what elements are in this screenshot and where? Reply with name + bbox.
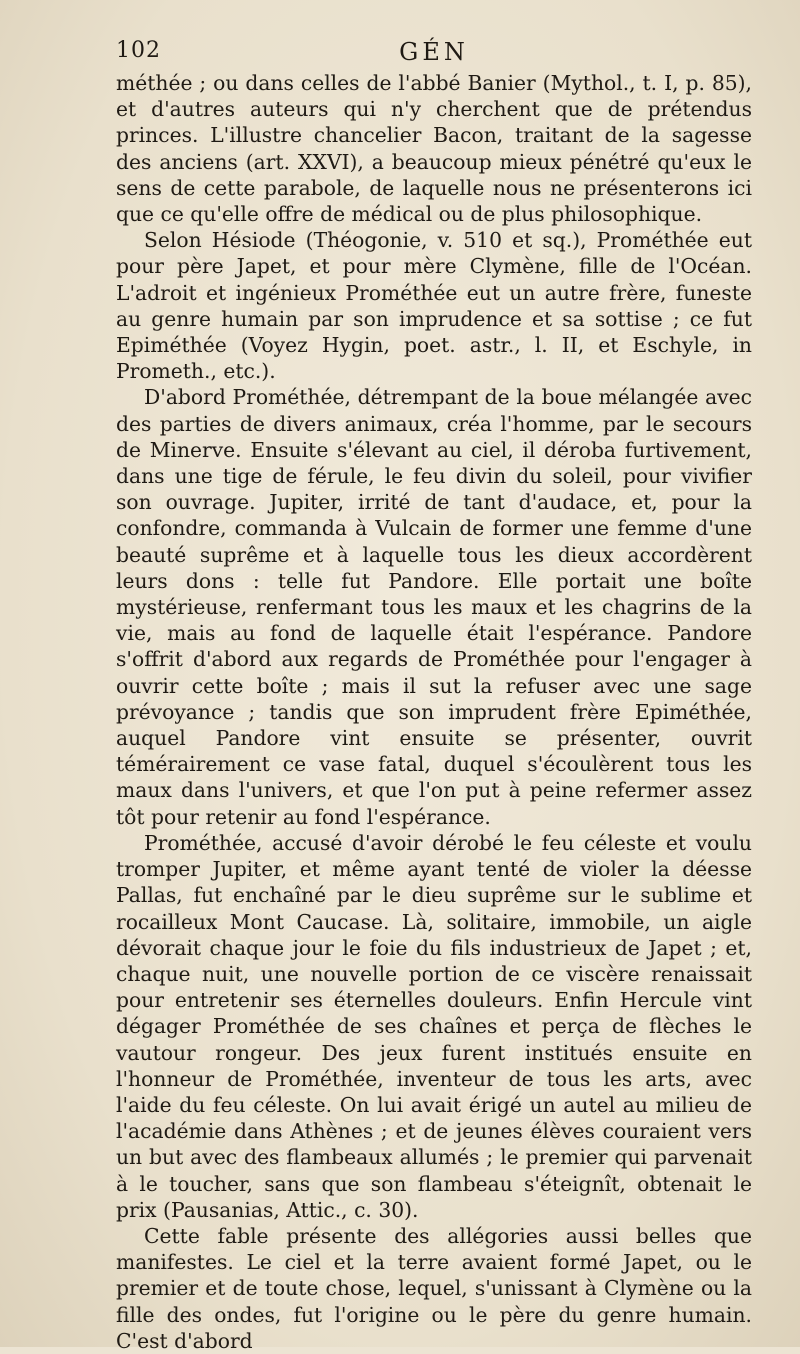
running-head: GÉN <box>399 38 469 66</box>
paragraph-pandore: D'abord Prométhée, détrempant de la boue mélangée avec des parties de divers animaux, créa l'homme, par le secours de Minerve. Ensuite s'élevant au ciel, il déroba furtivement, dans une tige de férule, le feu divin du soleil, pour vivifier son ouvrage. Jupiter, irrité de tant d'audace, et, pour la confondre, commanda à Vulcain de former une femme d'une beauté suprême et à laquelle tous les dieux accordèrent leurs dons : telle fut Pandore. Elle portait une boîte mystérieuse, renfermant tous les maux et les chagrins de la vie, mais au fond de laquelle était l'espérance. Pandore s'offrit d'abord aux regards de Prométhée pour l'engager à ouvrir cette boîte ; mais il sut la refuser avec une sage prévoyance ; tandis que son imprudent frère Epiméthée, auquel Pandore vint ensuite se présenter, ouvrit témérairement ce vase fatal, duquel s'écoulèrent tous les maux dans l'univers, et que l'on put à peine refermer assez tôt pour retenir au fond l'espérance. <box>116 385 752 829</box>
page-number: 102 <box>116 38 161 63</box>
paragraph-continuation: méthée ; ou dans celles de l'abbé Banier (Mythol., t. I, p. 85), et d'autres auteurs qui n'y cherchent que de prétendus princes. L'illustre chancelier Bacon, traitant de la sagesse des anciens (art. XXVI), a beaucoup mieux pénétré qu'eux le sens de cette parabole, de laquelle nous ne présenterons ici que ce qu'elle offre de médical ou de plus philosophique. <box>116 71 752 227</box>
body-text <box>116 70 752 1354</box>
paragraph-hesiode: Selon Hésiode (Théogonie, v. 510 et sq.), Prométhée eut pour père Japet, et pour mère Clymène, fille de l'Océan. L'adroit et ingénieux Prométhée eut un autre frère, funeste au genre humain par son imprudence et sa sottise ; ce fut Epiméthée (Voyez Hygin, poet. astr., l. II, et Eschyle, in Prometh., etc.). <box>116 228 752 384</box>
page-header <box>116 38 752 68</box>
paragraph-allegories: Cette fable présente des allégories aussi belles que manifestes. Le ciel et la terre avaient formé Japet, ou le premier et de toute chose, lequel, s'unissant à Clymène ou la fille des ondes, fut l'origine ou le père du genre humain. C'est d'abord <box>116 1223 752 1353</box>
paragraph-caucase: Prométhée, accusé d'avoir dérobé le feu céleste et voulu tromper Jupiter, et même ayant tenté de violer la déesse Pallas, fut enchaîné par le dieu suprême sur le sublime et rocailleux Mont Caucase. Là, solitaire, immobile, un aigle dévorait chaque jour le foie du fils industrieux de Japet ; et, chaque nuit, une nouvelle portion de ce viscère renaissait pour entretenir ses éternelles douleurs. Enfin Hercule vint dégager Prométhée de ses chaînes et perça de flèches le vautour rongeur. Des jeux furent institués ensuite en l'honneur de Prométhée, inventeur de tous les arts, avec l'aide du feu céleste. On lui avait érigé un autel au milieu de l'académie dans Athènes ; et de jeunes élèves couraient vers un but avec des flambeaux allumés ; le premier qui parvenait à le toucher, sans que son flambeau s'éteignît, obtenait le prix (Pausanias, Attic., c. 30). <box>116 830 752 1222</box>
